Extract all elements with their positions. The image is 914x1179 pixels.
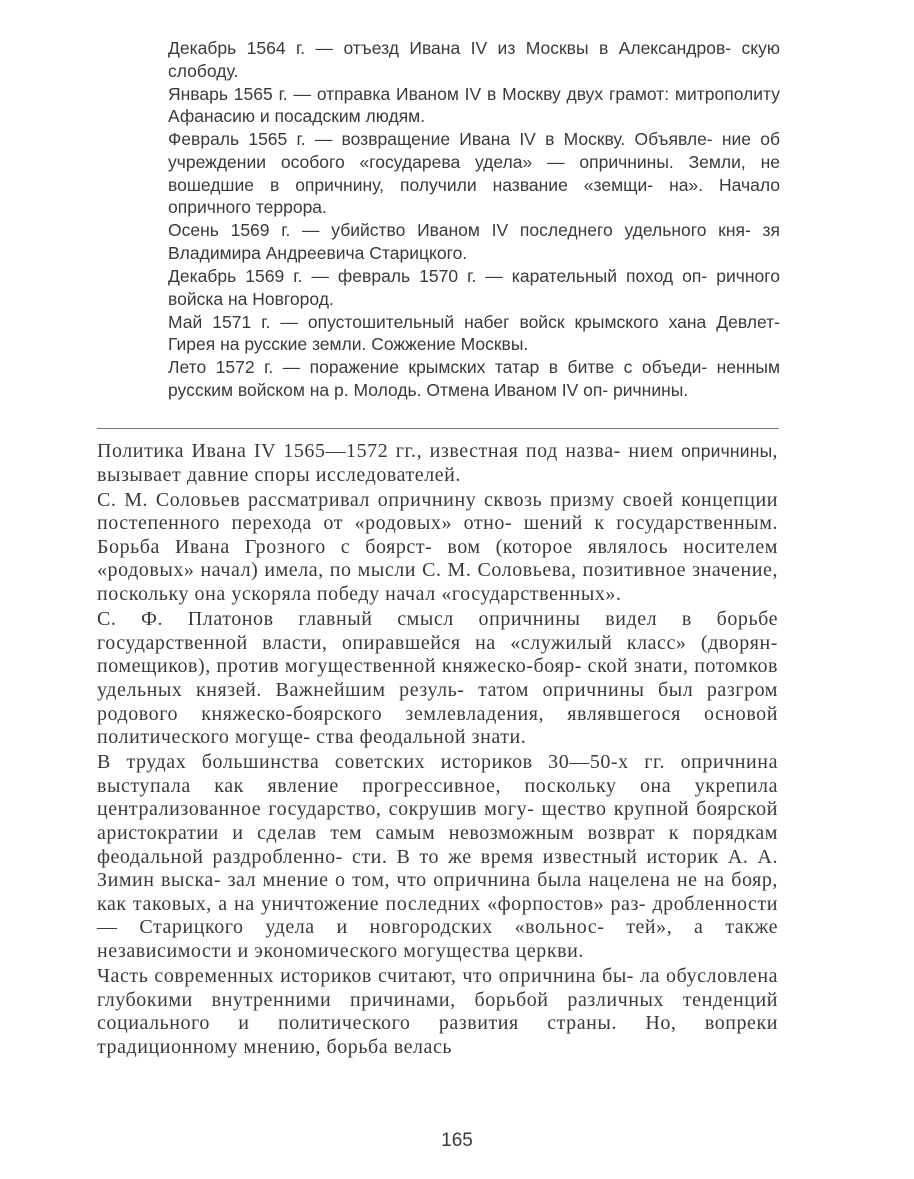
paragraph-platonov: С. Ф. Платонов главный смысл опричнины видел в борьбе государственной власти, опиравшейся на «служилый класс» (дворян-помещиков), против могущественной княжеско-бояр- ской знати, потомков удельных князей. Важнейшим резуль- татом опричнины был разгром родового княжеско-боярского землевладения, являвшегося основой политического могуще- ства феодальной знати. (97, 608, 778, 749)
paragraph-intro (97, 440, 778, 487)
paragraph-soloviev: С. М. Соловьев рассматривал опричнину сквозь призму своей концепции постепенного перехода от «родовых» отно- шений к государственным. Борьба Ивана Грозного с боярст- вом (которое являлось носителем «родовых» начал) имела, по мысли С. М. Соловьева, позитивное значение, поскольку она ускоряла победу начал «государственных». (97, 488, 778, 606)
paragraph-text: , вызывает давние споры исследователей. (97, 440, 778, 486)
paragraph-modern-historians: Часть современных историков считают, что опричнина бы- ла обусловлена глубокими внутренними причинами, борьбой различных тенденций социального и политического развития страны. Но, вопреки традиционному мнению, борьба велась (97, 965, 778, 1058)
chronology-entry: Май 1571 г. — опустошительный набег войск крымского хана Девлет-Гирея на русские земли. Сожжение Москвы. (168, 311, 780, 355)
page-number: 165 (441, 1130, 473, 1151)
chronology-entry: Декабрь 1569 г. — февраль 1570 г. — карательный поход оп- ричного войска на Новгород. (168, 265, 780, 309)
chronology-entry: Декабрь 1564 г. — отъезд Ивана IV из Москвы в Александров- скую слободу. (168, 38, 780, 81)
chronology-entry: Лето 1572 г. — поражение крымских татар в битве с объеди- ненным русским войском на р. Молодь. Отмена Иваном IV оп- ричнины. (168, 357, 780, 400)
section-divider (97, 428, 779, 429)
main-text (97, 440, 778, 1061)
chronology-box (168, 37, 780, 402)
paragraph-text: Политика Ивана IV 1565—1572 гг., известная под назва- нием (97, 440, 674, 462)
paragraph-soviet-historians: В трудах большинства советских историков 30—50-х гг. опричнина выступала как явление прогрессивное, поскольку она укрепила централизованное государство, сокрушив могу- щество крупной боярской аристократии и сделав тем самым невозможным возврат к порядкам феодальной раздробленно- сти. В то же время известный историк А. А. Зимин выска- зал мнение о том, что опричнина была нацелена не на бояр, как таковых, а на уничтожение последних «форпостов» раз- дробленности — Старицкого удела и новгородских «вольнос- тей», а также независимости и экономического могущества церкви. (97, 751, 778, 962)
chronology-entry: Январь 1565 г. — отправка Иваном IV в Москву двух грамот: митрополиту Афанасию и посадским людям. (168, 83, 780, 127)
chronology-entry: Осень 1569 г. — убийство Иваном IV последнего удельного кня- зя Владимира Андреевича Старицкого. (168, 220, 780, 263)
chronology-entry: Февраль 1565 г. — возвращение Ивана IV в Москву. Объявле- ние об учреждении особого «государева удела» — опричнины. Земли, не вошедшие в опричнину, получили название «земщи- на». Начало опричного террора. (168, 129, 780, 218)
term-oprichnina: опричнины (681, 441, 773, 461)
